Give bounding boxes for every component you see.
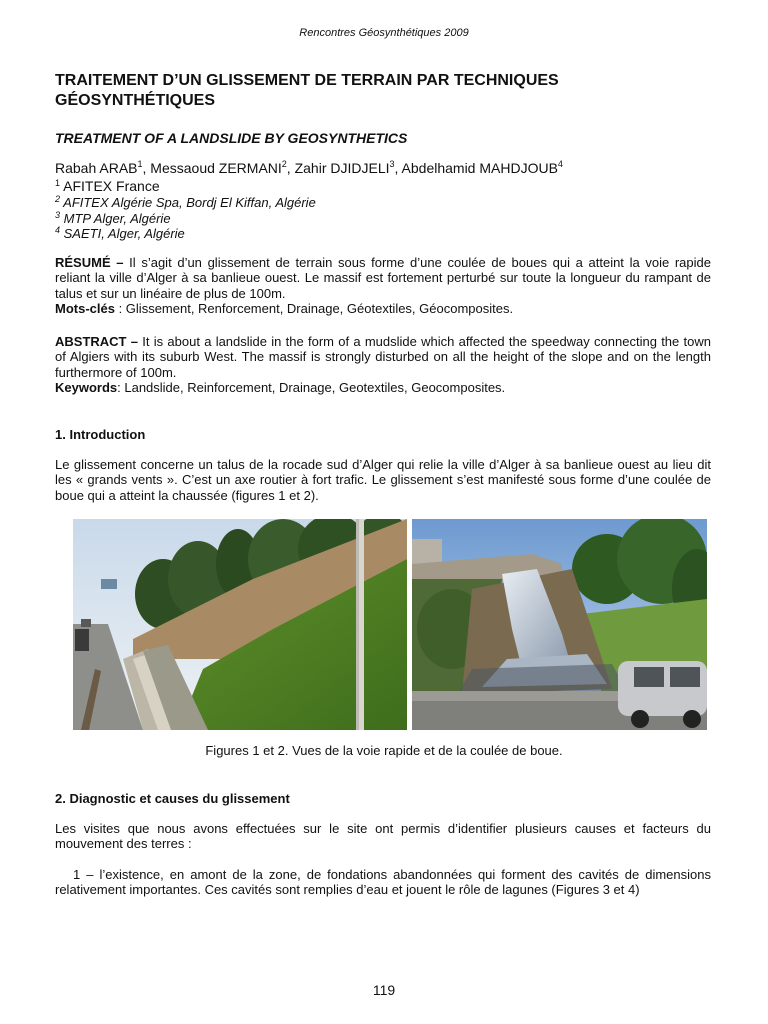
affiliation bbox=[55, 211, 171, 227]
figure-1-photo bbox=[73, 519, 407, 730]
diagnostic-item-1: 1 – l’existence, en amont de la zone, de fondations abandonnées qui forment des cavités de dimensions relativement importantes. Ces cavités sont remplies d’eau et jouent le rôle de lagunes (Figures 3 et 4) bbox=[55, 867, 711, 898]
introduction-paragraph: Le glissement concerne un talus de la rocade sud d’Alger qui relie la ville d’Alger à sa banlieue ouest au lieu dit les « grands vents ». C’est un axe routier à fort trafic. Le glissement s’est manifesté sous forme d’une coulée de boue qui a atteint la chaussée (figures 1 et 2). bbox=[55, 457, 711, 503]
affiliation bbox=[55, 226, 185, 242]
abstract-label: ABSTRACT – bbox=[55, 334, 138, 349]
keywords-en-label: Keywords bbox=[55, 380, 118, 396]
resume-label: RÉSUMÉ – bbox=[55, 255, 124, 270]
affiliation bbox=[55, 195, 316, 211]
affiliation-mark: 2 bbox=[55, 194, 61, 204]
author-affiliation-mark: 4 bbox=[557, 159, 563, 169]
affiliation-mark: 3 bbox=[55, 210, 61, 220]
figure-2-illustration bbox=[412, 519, 707, 730]
author-affiliation-mark: 3 bbox=[389, 159, 395, 169]
author-name: Messaoud ZERMANI bbox=[150, 160, 282, 176]
figure-1-illustration bbox=[73, 519, 407, 730]
resume-text: Il s’agit d’un glissement de terrain sous forme d’une coulée de boues qui a atteint la voie rapide reliant la ville d’Alger à sa banlieue ouest. Le massif est fortement perturbé sur toute la longueur du rampant de talus et sur un linéaire de plus de 100m. bbox=[55, 255, 711, 301]
figure-caption: Figures 1 et 2. Vues de la voie rapide et de la coulée de boue. bbox=[205, 743, 563, 758]
author-affiliation-mark: 1 bbox=[137, 159, 143, 169]
author-list: Rabah ARAB$^1$, Messaoud ZERMANI$^2$, Zahir DJIDJELI$^3$, Abdelhamid MAHDJOUB$^4$ bbox=[55, 159, 563, 176]
affiliation-text: MTP Alger, Algérie bbox=[60, 211, 171, 226]
abstract-paragraph bbox=[55, 334, 711, 396]
affiliation-text: AFITEX Algérie Spa, Bordj El Kiffan, Algérie bbox=[60, 195, 316, 210]
keywords-fr: : Glissement, Renforcement, Drainage, Géotextiles, Géocomposites. bbox=[114, 301, 514, 317]
author-affiliation-mark: 2 bbox=[281, 159, 287, 169]
running-header: Rencontres Géosynthétiques 2009 bbox=[299, 27, 469, 39]
page-number: 119 bbox=[372, 982, 396, 998]
author-name: Zahir DJIDJELI bbox=[294, 160, 390, 176]
resume-paragraph bbox=[55, 255, 711, 317]
author-name: Abdelhamid MAHDJOUB bbox=[401, 160, 558, 176]
keywords-en: : Landslide, Reinforcement, Drainage, Geotextiles, Geocomposites. bbox=[117, 380, 506, 396]
affiliation-text: AFITEX France bbox=[60, 178, 160, 194]
diagnostic-paragraph: Les visites que nous avons effectuées sur le site ont permis d’identifier plusieurs causes et facteurs du mouvement des terres : bbox=[55, 821, 711, 852]
paper-title: TRAITEMENT D’UN GLISSEMENT DE TERRAIN PAR TECHNIQUES GÉOSYNTHÉTIQUES bbox=[55, 72, 559, 109]
author-name: Rabah ARAB bbox=[55, 160, 138, 176]
affiliation-mark: 4 bbox=[55, 225, 61, 235]
affiliation-text: SAETI, Alger, Algérie bbox=[60, 226, 185, 241]
keywords-fr-label: Mots-clés bbox=[55, 301, 115, 317]
affiliation bbox=[55, 178, 160, 194]
abstract-text: It is about a landslide in the form of a mudslide which affected the speedway connecting the town of Algiers with its suburb West. The massif is strongly disturbed on all the height of the slope and on the length furthermore of 100m. bbox=[55, 334, 711, 380]
section-heading-introduction: 1. Introduction bbox=[55, 427, 146, 442]
affiliation-mark: 1 bbox=[55, 178, 61, 188]
section-heading-diagnostic: 2. Diagnostic et causes du glissement bbox=[55, 791, 290, 806]
paper-subtitle: TREATMENT OF A LANDSLIDE BY GEOSYNTHETICS bbox=[55, 130, 408, 146]
figure-2-photo bbox=[412, 519, 707, 730]
